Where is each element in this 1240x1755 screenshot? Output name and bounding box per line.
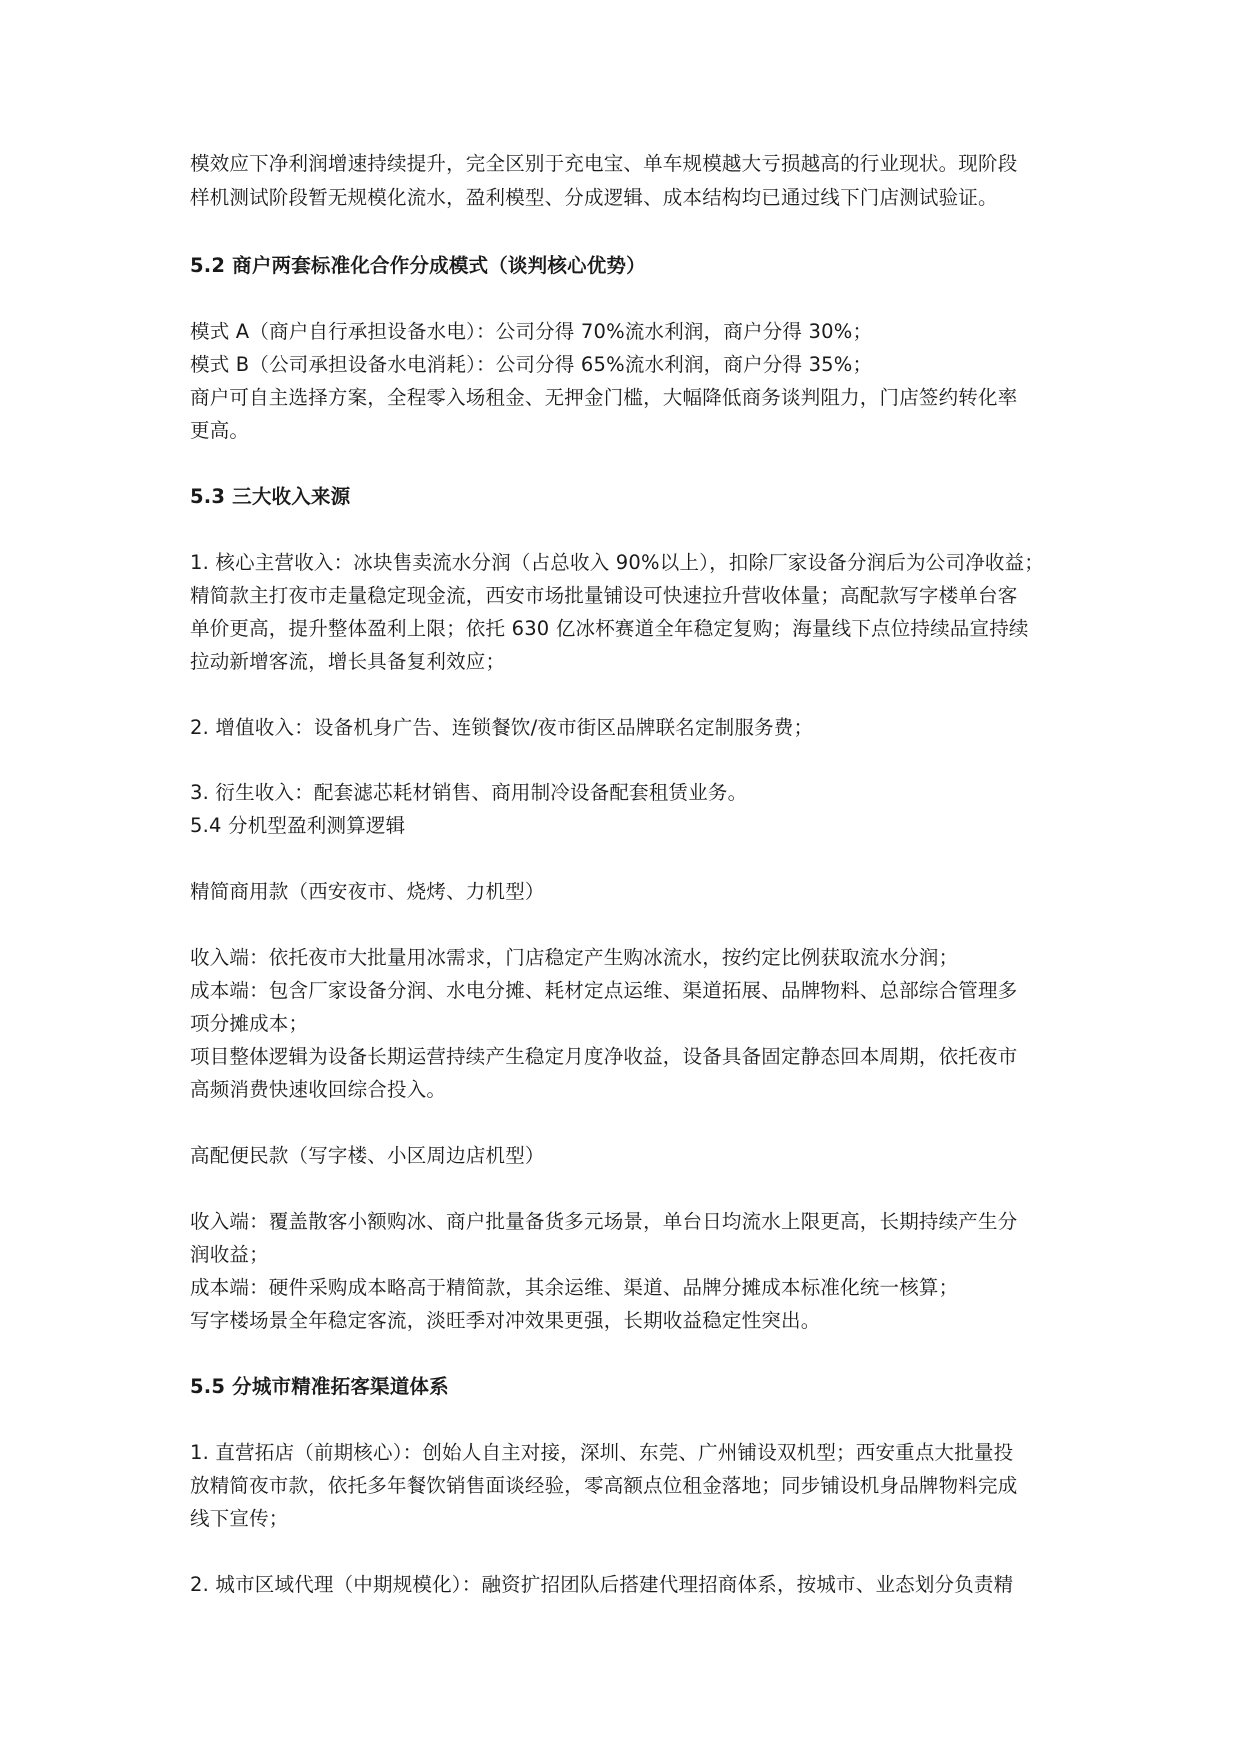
text-line: 样机测试阶段暂无规模化流水，盈利模型、分成逻辑、成本结构均已通过线下门店测试验证。 xyxy=(190,186,998,209)
text-line: 项目整体逻辑为设备长期运营持续产生稳定月度净收益，设备具备固定静态回本周期，依托夜市 xyxy=(190,1045,1018,1068)
text-line: 高配便民款（写字楼、小区周边店机型） xyxy=(190,1144,545,1167)
text-line: 收入端：覆盖散客小额购冰、商户批量备货多元场景，单台日均流水上限更高，长期持续产生分 xyxy=(190,1210,1018,1233)
text-line: 模效应下净利润增速持续提升，完全区别于充电宝、单车规模越大亏损越高的行业现状。现阶段 xyxy=(190,152,1018,175)
text-line: 单价更高，提升整体盈利上限；依托 630 亿冰杯赛道全年稳定复购；海量线下点位持续品宣持续 xyxy=(190,617,1029,640)
text-line: 润收益； xyxy=(190,1243,269,1266)
text-line: 2. 增值收入：设备机身广告、连锁餐饮/夜市街区品牌联名定制服务费； xyxy=(190,716,814,739)
section-heading-5-2: 5.2 商户两套标准化合作分成模式（谈判核心优势） xyxy=(190,254,646,277)
text-line: 精简商用款（西安夜市、烧烤、力机型） xyxy=(190,880,545,903)
section-heading-5-4: 5.4 分机型盈利测算逻辑 xyxy=(190,814,406,837)
text-line: 更高。 xyxy=(190,419,250,442)
text-line: 项分摊成本； xyxy=(190,1012,309,1035)
text-line: 线下宣传； xyxy=(190,1507,289,1530)
text-line: 3. 衍生收入：配套滤芯耗材销售、商用制冷设备配套租赁业务。 xyxy=(190,781,748,804)
section-heading-5-3: 5.3 三大收入来源 xyxy=(190,485,351,508)
text-line: 1. 直营拓店（前期核心）：创始人自主对接，深圳、东莞、广州铺设双机型；西安重点大批量投 xyxy=(190,1441,1014,1464)
section-heading-5-5: 5.5 分城市精准拓客渠道体系 xyxy=(190,1375,449,1398)
text-line: 成本端：硬件采购成本略高于精简款，其余运维、渠道、品牌分摊成本标准化统一核算； xyxy=(190,1276,959,1299)
text-line: 模式 B（公司承担设备水电消耗）：公司分得 65%流水利润，商户分得 35%； xyxy=(190,353,873,376)
text-line: 高频消费快速收回综合投入。 xyxy=(190,1078,447,1101)
text-line: 精简款主打夜市走量稳定现金流，西安市场批量铺设可快速拉升营收体量；高配款写字楼单台客 xyxy=(190,584,1018,607)
text-line: 拉动新增客流，增长具备复利效应； xyxy=(190,650,506,673)
text-line: 写字楼场景全年稳定客流，淡旺季对冲效果更强，长期收益稳定性突出。 xyxy=(190,1309,821,1332)
text-line: 成本端：包含厂家设备分润、水电分摊、耗材定点运维、渠道拓展、品牌物料、总部综合管理多 xyxy=(190,979,1018,1002)
text-line: 商户可自主选择方案，全程零入场租金、无押金门槛，大幅降低商务谈判阻力，门店签约转化率 xyxy=(190,386,1018,409)
text-line: 1. 核心主营收入：冰块售卖流水分润（占总收入 90%以上），扣除厂家设备分润后为公司净收益； xyxy=(190,551,1044,574)
text-line: 2. 城市区域代理（中期规模化）：融资扩招团队后搭建代理招商体系，按城市、业态划分负责精 xyxy=(190,1573,1014,1596)
text-line: 收入端：依托夜市大批量用冰需求，门店稳定产生购冰流水，按约定比例获取流水分润； xyxy=(190,946,959,969)
text-line: 模式 A（商户自行承担设备水电）：公司分得 70%流水利润，商户分得 30%； xyxy=(190,320,873,343)
text-line: 放精简夜市款，依托多年餐饮销售面谈经验，零高额点位租金落地；同步铺设机身品牌物料完成 xyxy=(190,1474,1018,1497)
